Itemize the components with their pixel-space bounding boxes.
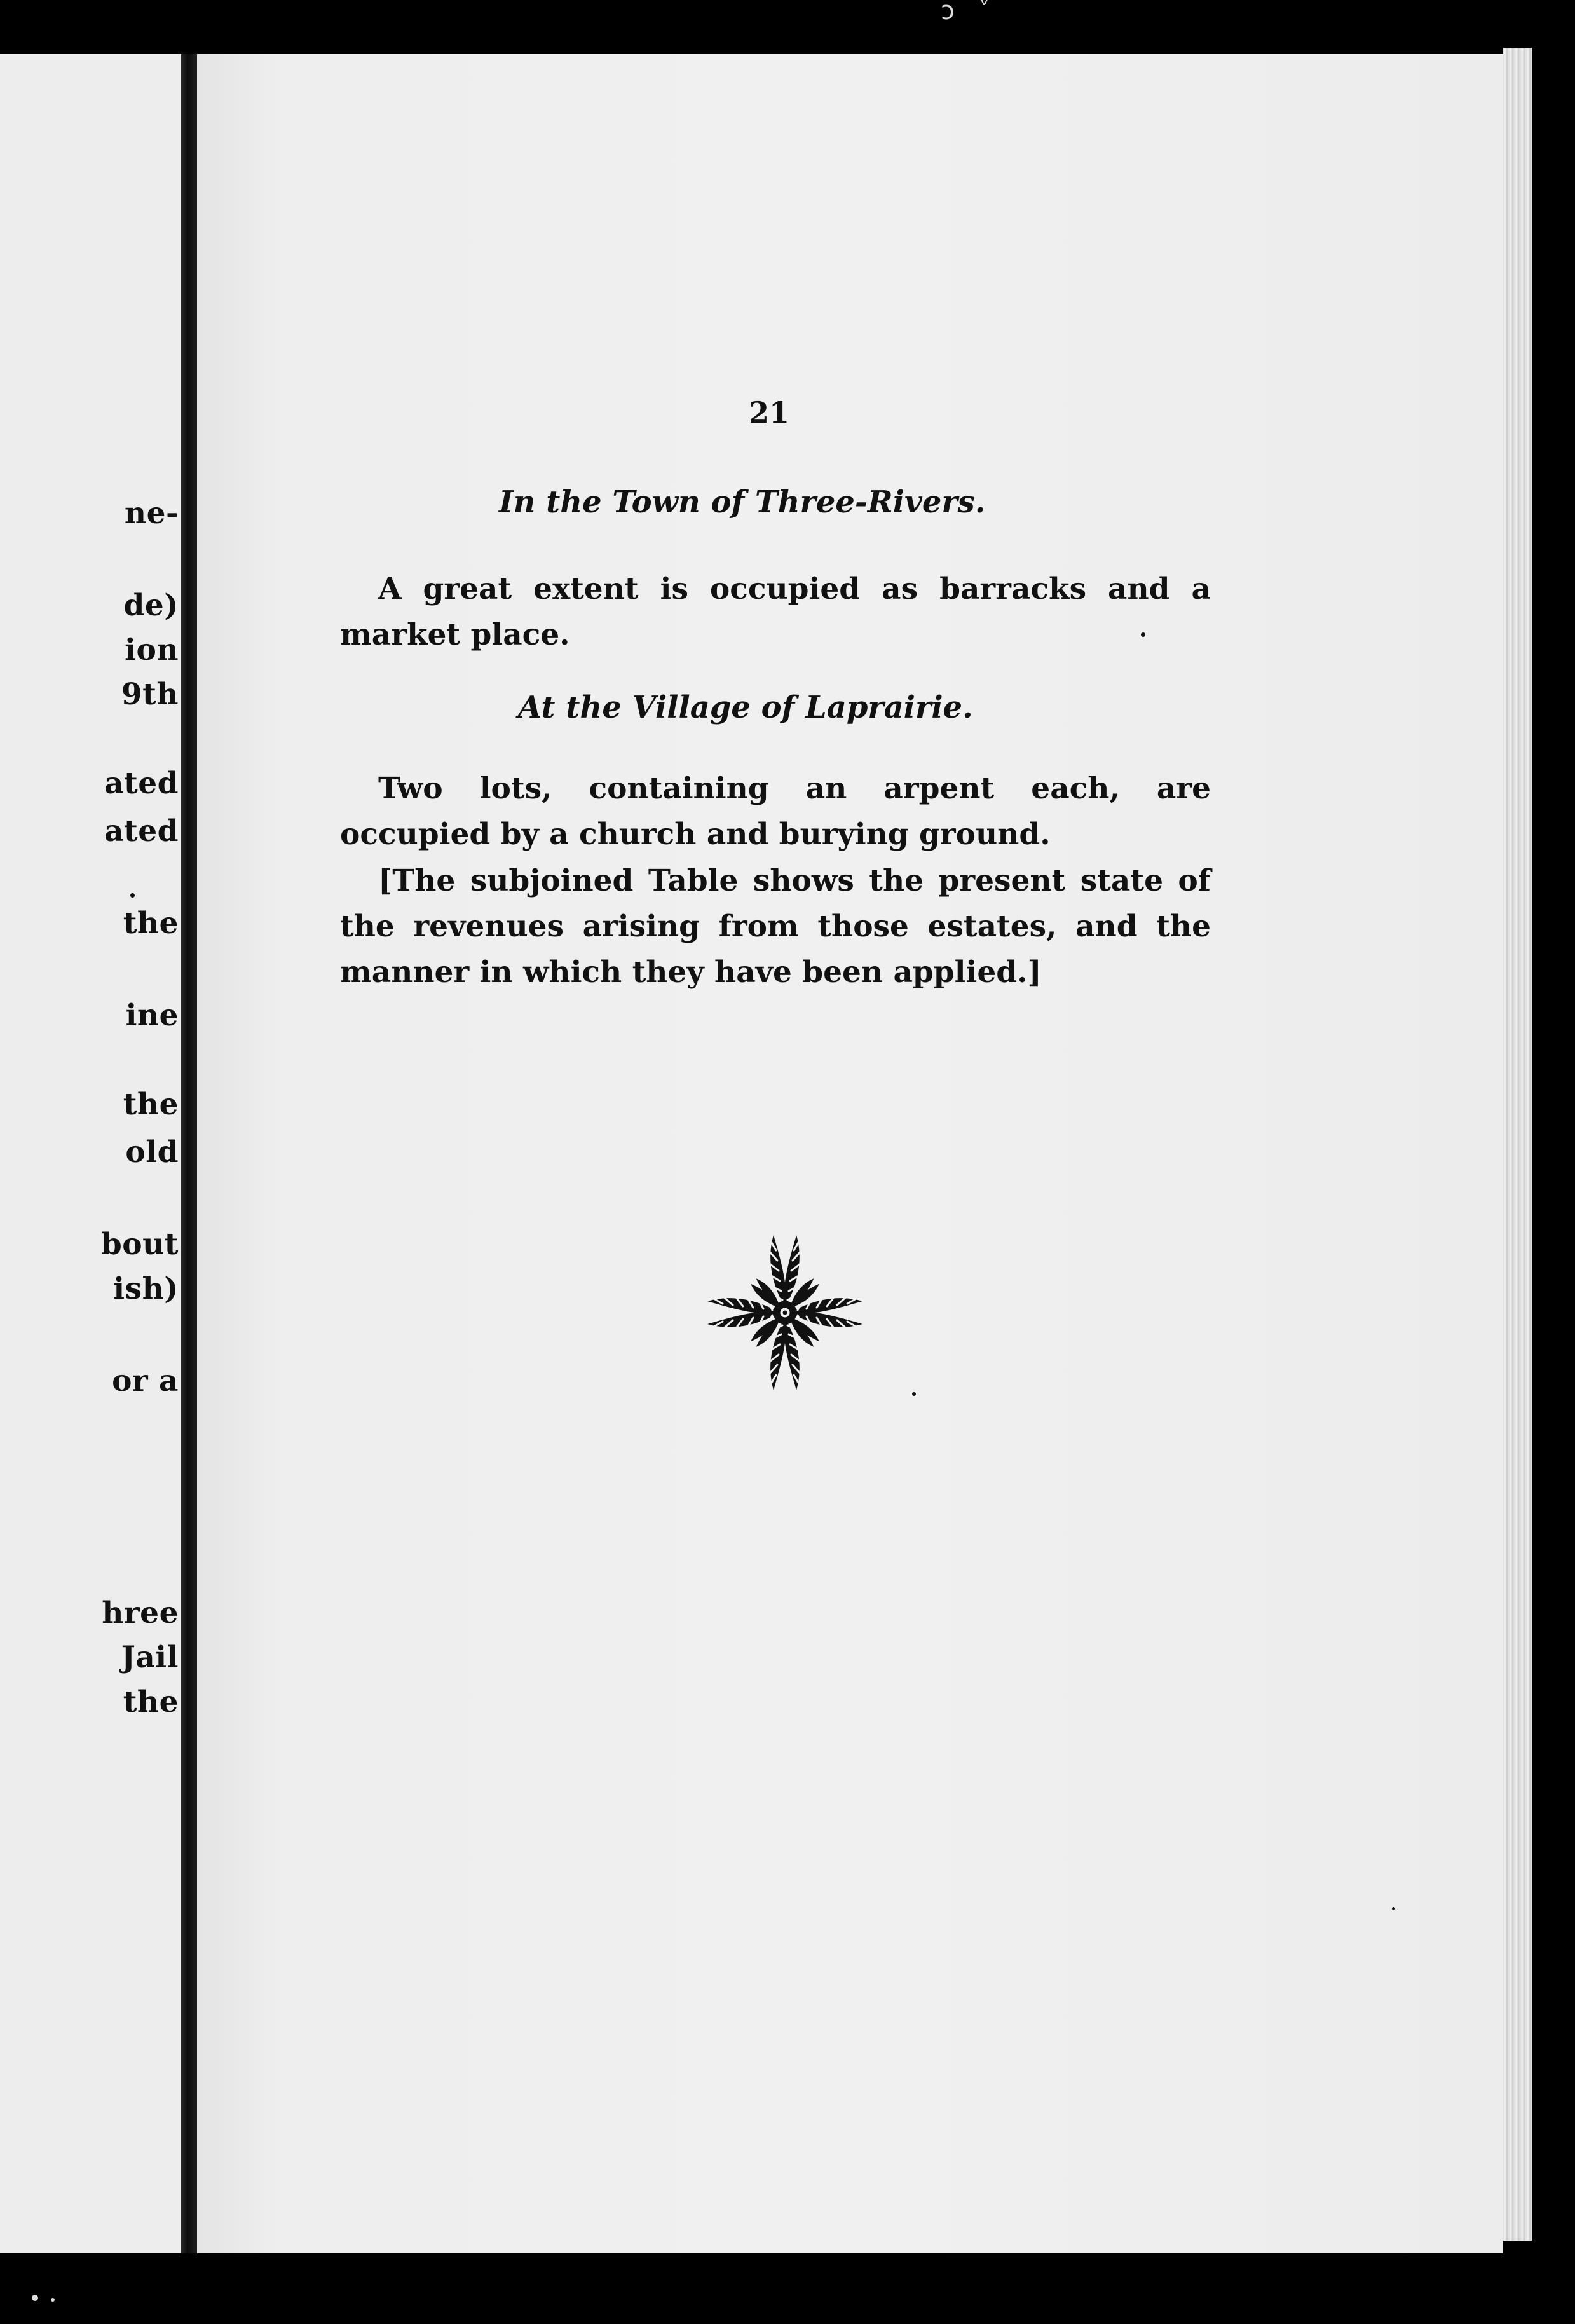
paragraph-laprairie [340, 766, 1211, 858]
left-fragment: the [123, 906, 179, 941]
right-page [197, 54, 1503, 2253]
left-fragment: bout [100, 1227, 179, 1262]
section-heading-laprairie: At the Village of Laprairie. [518, 690, 973, 725]
left-fragment: the [123, 1087, 179, 1122]
table-note-paragraph [340, 858, 1211, 995]
left-fragment: the [123, 1685, 179, 1719]
paragraph-three-rivers [340, 566, 1211, 658]
left-fragment: ne- [124, 496, 179, 531]
left-fragment: ion [125, 632, 179, 667]
ink-speck [51, 2298, 55, 2302]
ink-speck [130, 893, 135, 898]
left-fragment: hree [102, 1596, 179, 1630]
note-text: [The subjoined Table shows the present state of the revenues arising from those estates, and the manner in which they have been applied.] [340, 863, 1211, 990]
book-gutter [181, 54, 197, 2253]
printers-ornament-icon [702, 1230, 868, 1395]
scan-mark-icon: ↄ [941, 0, 955, 25]
page-number: 21 [748, 395, 789, 430]
left-fragment: ated [104, 766, 179, 801]
page-edges [1503, 48, 1532, 2241]
left-fragment: ine [125, 998, 179, 1033]
paragraph-text: Two lots, containing an arpent each, are occupied by a church and burying ground. [340, 771, 1211, 852]
section-heading-three-rivers: In the Town of Three-Rivers. [499, 484, 986, 520]
scan-mark-icon: ˅ [979, 0, 990, 23]
ink-speck [1141, 632, 1145, 637]
left-fragment: ish) [113, 1271, 179, 1306]
left-facing-page [0, 54, 181, 2253]
ink-speck [912, 1392, 916, 1396]
paragraph-text: A great extent is occupied as barracks and a market place. [340, 571, 1211, 652]
ink-speck [1392, 1907, 1395, 1910]
left-fragment: old [125, 1135, 179, 1170]
ink-speck [32, 2295, 38, 2301]
left-fragment: or a [112, 1364, 179, 1398]
left-fragment: de) [123, 588, 179, 623]
left-fragment: Jail [121, 1640, 179, 1675]
left-fragment: ated [104, 814, 179, 849]
left-fragment: 9th [121, 677, 179, 712]
left-page-text-fragments [0, 54, 181, 2253]
